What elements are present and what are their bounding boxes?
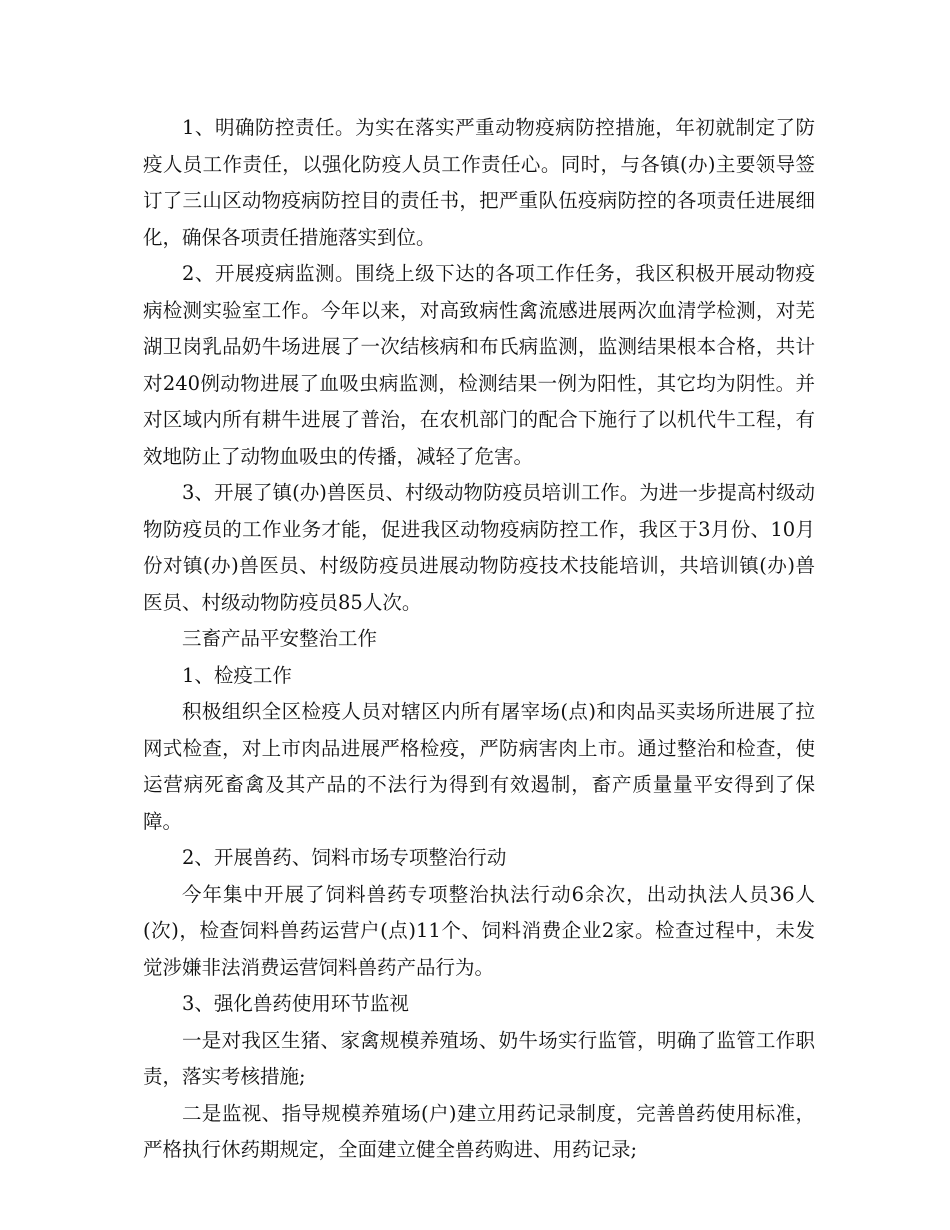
paragraph-prevention-responsibility: 1、明确防控责任。为实在落实严重动物疫病防控措施，年初就制定了防疫人员工作责任，以强化防疫人员工作责任心。同时，与各镇(办)主要领导签订了三山区动物疫病防控目的责任书，把严重队伍疫病防控的各项责任进展细化，确保各项责任措施落实到位。 bbox=[143, 116, 815, 249]
subheading-drug-supervision: 3、强化兽药使用环节监视 bbox=[182, 992, 409, 1015]
paragraph-supervision-second: 二是监视、指导规模养殖场(户)建立用药记录制度，完善兽药使用标准，严格执行休药期规定，全面建立健全兽药购进、用药记录; bbox=[143, 1101, 815, 1161]
subheading-market-rectification: 2、开展兽药、饲料市场专项整治行动 bbox=[182, 846, 507, 869]
paragraph-training: 3、开展了镇(办)兽医员、村级动物防疫员培训工作。为进一步提高村级动物防疫员的工作业务才能，促进我区动物疫病防控工作，我区于3月份、10月份对镇(办)兽医员、村级防疫员进展动物防疫技术技能培训，共培训镇(办)兽医员、村级动物防疫员85人次。 bbox=[143, 481, 815, 614]
document-body bbox=[143, 110, 815, 1169]
subheading-quarantine: 1、检疫工作 bbox=[182, 663, 292, 687]
paragraph-market-rectification: 今年集中开展了饲料兽药专项整治执法行动6余次，出动执法人员36人(次)，检查饲料兽药运营户(点)11个、饲料消费企业2家。检查过程中，未发觉涉嫌非法消费运营饲料兽药产品行为。 bbox=[143, 882, 815, 979]
paragraph-disease-monitoring: 2、开展疫病监测。围绕上级下达的各项工作任务，我区积极开展动物疫病检测实验室工作。今年以来，对高致病性禽流感进展两次血清学检测，对芜湖卫岗乳品奶牛场进展了一次结核病和布氏病监测，监测结果根本合格，共计对240例动物进展了血吸虫病监测，检测结果一例为阳性，其它均为阴性。并对区域内所有耕牛进展了普治，在农机部门的配合下施行了以机代牛工程，有效地防止了动物血吸虫的传播，减轻了危害。 bbox=[143, 262, 815, 468]
paragraph-quarantine: 积极组织全区检疫人员对辖区内所有屠宰场(点)和肉品买卖场所进展了拉网式检查，对上市肉品进展严格检疫，严防病害肉上市。通过整治和检查，使运营病死畜禽及其产品的不法行为得到有效遏制，畜产质量量平安得到了保障。 bbox=[143, 700, 815, 833]
paragraph-supervision-first: 一是对我区生猪、家禽规模养殖场、奶牛场实行监管，明确了监管工作职责，落实考核措施; bbox=[143, 1028, 815, 1088]
section-heading-livestock-safety: 三畜产品平安整治工作 bbox=[182, 627, 378, 650]
